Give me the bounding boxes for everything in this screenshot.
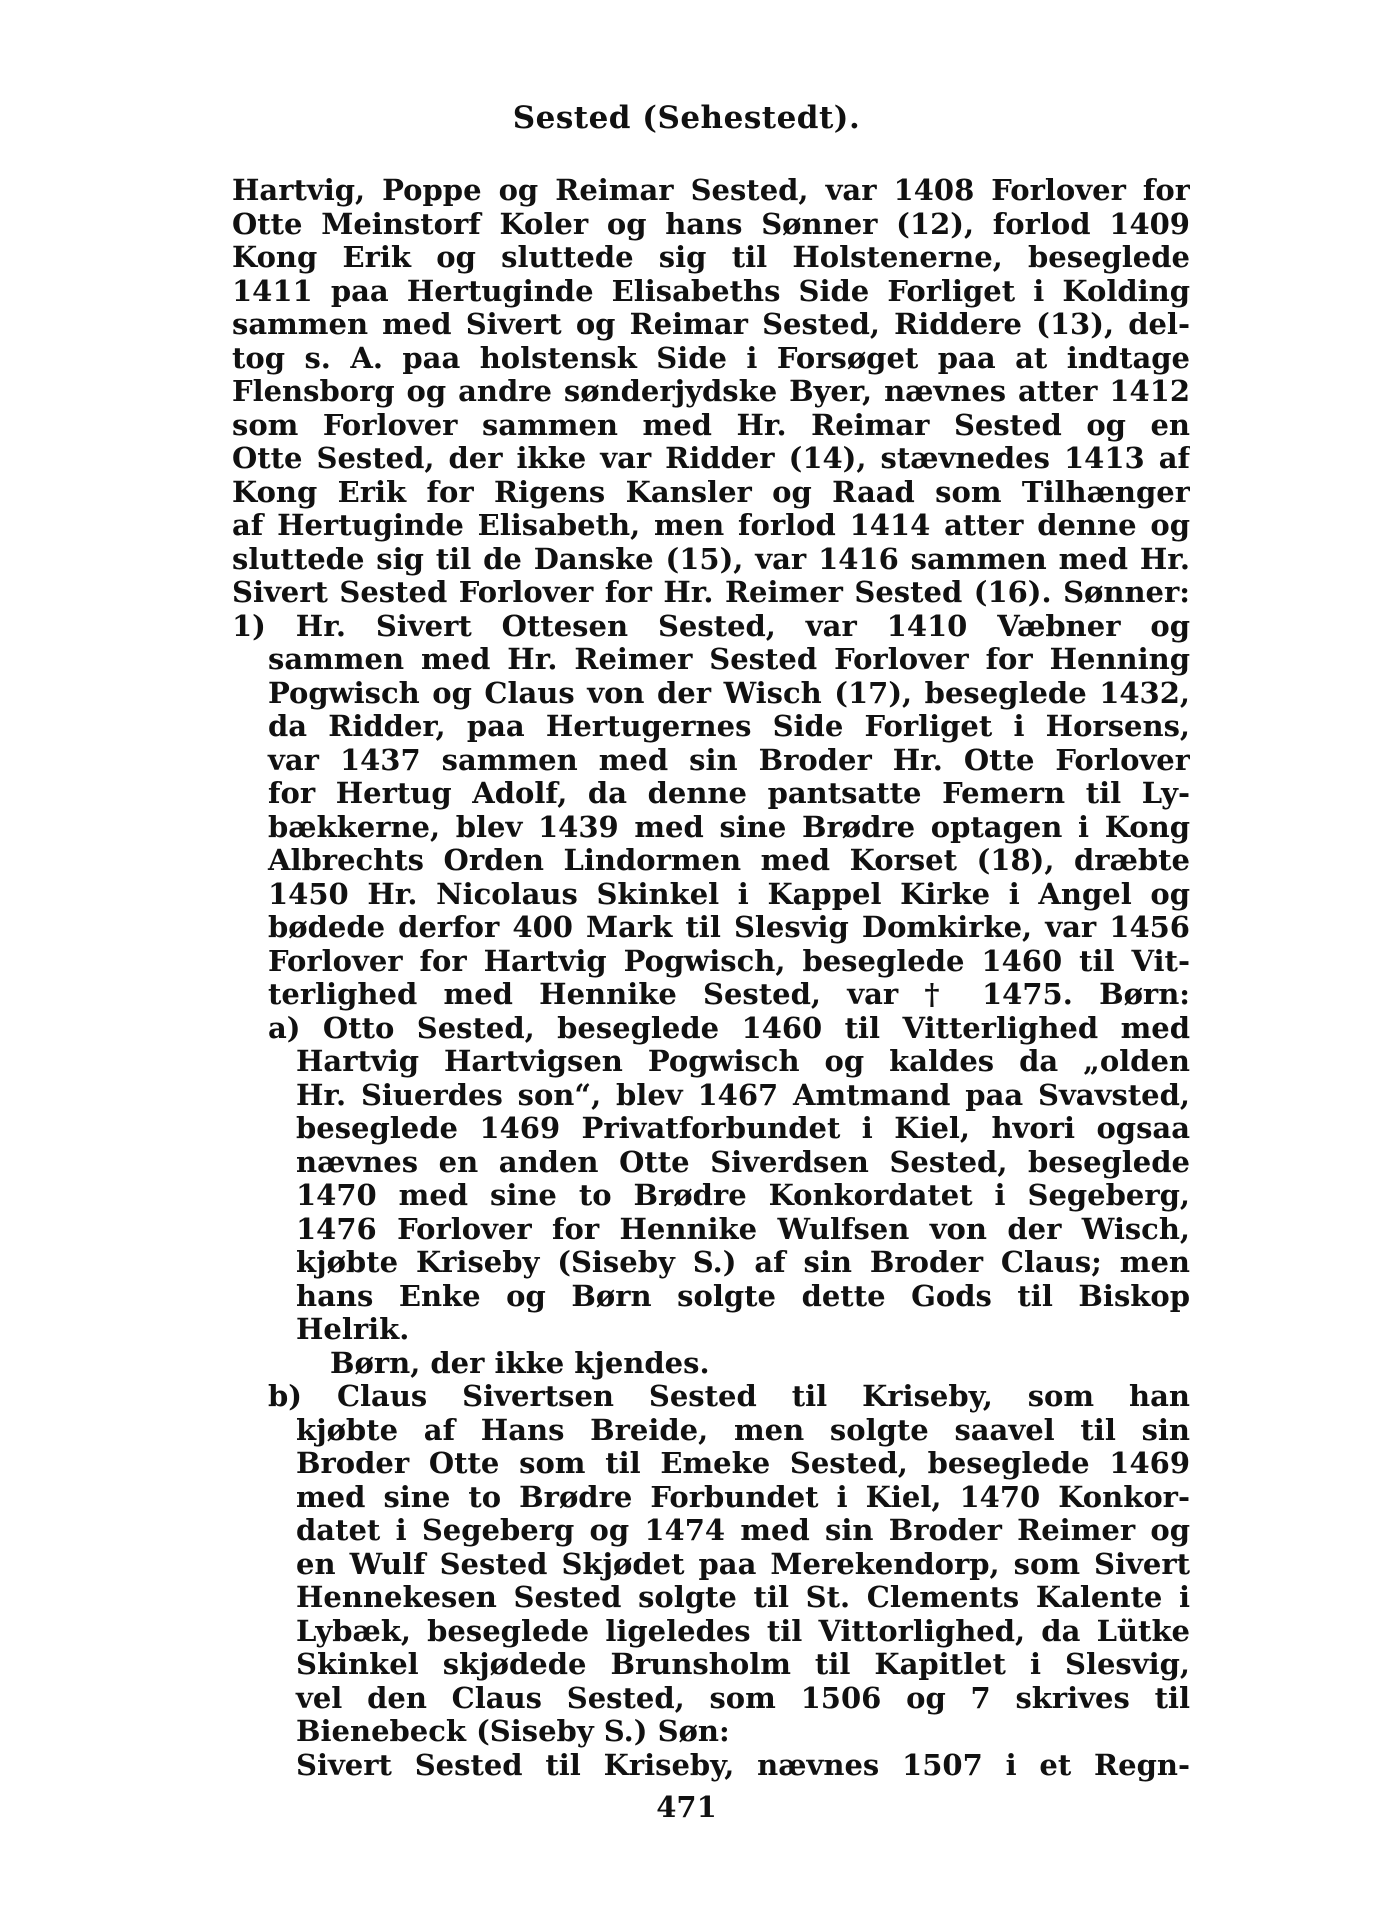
page-title: Sested (Sehestedt). [512, 100, 861, 136]
text-line: bækkerne, blev 1439 med sine Brødre optagen i Kong [268, 810, 1190, 844]
text-line: Pogwisch og Claus von der Wisch (17), beseglede 1432, [268, 676, 1190, 710]
text-line: sammen med Sivert og Reimar Sested, Riddere (13), del- [232, 308, 1190, 341]
text-line: Kong Erik for Rigens Kansler og Raad som Tilhænger [232, 475, 1190, 509]
text-line: Helrik. [296, 1313, 410, 1346]
text-line: 1470 med sine to Brødre Konkordatet i Segeberg, [296, 1179, 1190, 1212]
text-line: Sivert Sested Forlover for Hr. Reimer Sested (16). Sønner: [232, 576, 1190, 609]
text-line: Kong Erik og sluttede sig til Holstenerne, beseglede [232, 241, 1190, 274]
text-line: Bienebeck (Siseby S.) Søn: [296, 1715, 730, 1748]
document-body [232, 174, 1190, 1782]
text-line: Hennekesen Sested solgte til St. Clements Kalente i [296, 1581, 1190, 1614]
text-line: Lybæk, beseglede ligeledes til Vittorlighed, da Lütke [296, 1614, 1190, 1648]
text-line: tog s. A. paa holstensk Side i Forsøget paa at indtage [232, 341, 1190, 375]
text-line: terlighed med Hennike Sested, var † 1475. Børn: [268, 978, 1190, 1011]
text-line: Otte Meinstorf Koler og hans Sønner (12), forlod 1409 [232, 207, 1190, 241]
text-line: datet i Segeberg og 1474 med sin Broder Reimer og [296, 1514, 1190, 1547]
text-line: af Hertuginde Elisabeth, men forlod 1414 atter denne og [232, 509, 1190, 542]
text-line: med sine to Brødre Forbundet i Kiel, 1470 Konkor- [296, 1480, 1190, 1514]
text-line: Albrechts Orden Lindormen med Korset (18), dræbte [268, 844, 1190, 877]
text-line: beseglede 1469 Privatforbundet i Kiel, hvori ogsaa [296, 1112, 1190, 1145]
text-line: vel den Claus Sested, som 1506 og 7 skrives til [296, 1681, 1190, 1715]
text-line: Otte Sested, der ikke var Ridder (14), stævnedes 1413 af [232, 442, 1190, 475]
text-line: Hartvig Hartvigsen Pogwisch og kaldes da „olden [296, 1045, 1190, 1078]
text-line: kjøbte Kriseby (Siseby S.) af sin Broder Claus; men [296, 1246, 1190, 1279]
text-line: kjøbte af Hans Breide, men solgte saavel til sin [296, 1413, 1190, 1447]
text-line: b) Claus Sivertsen Sested til Kriseby, som han [268, 1380, 1190, 1413]
text-line: var 1437 sammen med sin Broder Hr. Otte Forlover [268, 743, 1190, 777]
text-line: da Ridder, paa Hertugernes Side Forliget i Horsens, [268, 710, 1190, 743]
text-line: 1411 paa Hertuginde Elisabeths Side Forliget i Kolding [232, 274, 1190, 308]
text-line: Børn, der ikke kjendes. [330, 1346, 710, 1380]
text-line: sammen med Hr. Reimer Sested Forlover for Henning [268, 643, 1190, 676]
text-line: hans Enke og Børn solgte dette Gods til Biskop [296, 1279, 1190, 1313]
page-number: 471 [656, 1790, 717, 1824]
text-line: Sivert Sested til Kriseby, nævnes 1507 i et Regn- [296, 1748, 1190, 1782]
text-line: Skinkel skjødede Brunsholm til Kapitlet i Slesvig, [296, 1648, 1190, 1681]
text-line: en Wulf Sested Skjødet paa Merekendorp, som Sivert [296, 1547, 1190, 1581]
text-line: Flensborg og andre sønderjydske Byer, nævnes atter 1412 [232, 375, 1190, 408]
text-line: 1476 Forlover for Hennike Wulfsen von der Wisch, [296, 1212, 1190, 1246]
text-line: 1) Hr. Sivert Ottesen Sested, var 1410 Væbner og [232, 609, 1190, 643]
text-line: bødede derfor 400 Mark til Slesvig Domkirke, var 1456 [268, 911, 1190, 944]
text-line: Hartvig, Poppe og Reimar Sested, var 1408 Forlover for [232, 174, 1190, 207]
text-line: Broder Otte som til Emeke Sested, beseglede 1469 [296, 1447, 1190, 1480]
text-line: sluttede sig til de Danske (15), var 1416 sammen med Hr. [232, 542, 1190, 576]
text-line: Forlover for Hartvig Pogwisch, beseglede 1460 til Vit- [268, 944, 1190, 978]
text-line: nævnes en anden Otte Siverdsen Sested, beseglede [296, 1145, 1190, 1179]
text-line: a) Otto Sested, beseglede 1460 til Vitterlighed med [268, 1011, 1190, 1045]
text-line: som Forlover sammen med Hr. Reimar Sested og en [232, 408, 1190, 442]
text-line: Hr. Siuerdes son“, blev 1467 Amtmand paa Svavsted, [296, 1078, 1190, 1112]
text-line: 1450 Hr. Nicolaus Skinkel i Kappel Kirke i Angel og [268, 877, 1190, 911]
text-line: for Hertug Adolf, da denne pantsatte Femern til Ly- [268, 777, 1190, 810]
